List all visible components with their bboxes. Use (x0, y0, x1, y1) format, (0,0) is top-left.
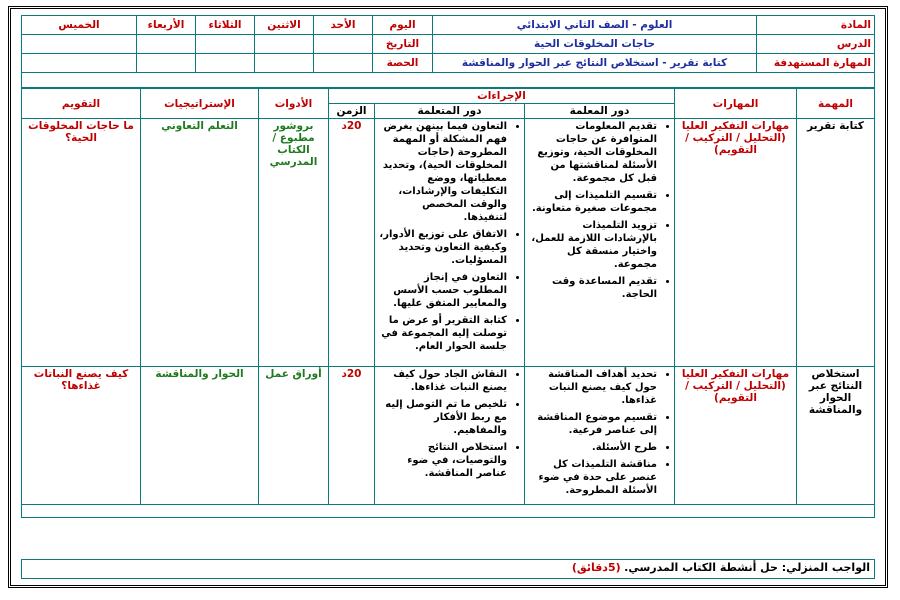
col-tools: الأدوات (259, 89, 329, 119)
list-item: • النقاش الجاد حول كيف يصنع النبات غذاءها. (378, 368, 507, 394)
row1-evaluation: ما حاجات المخلوقات الحية؟ (22, 119, 141, 367)
table-row (22, 119, 875, 367)
day-monday: الاثنين (255, 16, 314, 35)
row2-teacher (525, 367, 675, 505)
row2-task: استخلاص النتائج عبر الحوار والمناقشة (797, 367, 875, 505)
skill-label: المهارة المستهدفة (757, 54, 875, 73)
col-procedures: الإجراءات (329, 89, 675, 104)
col-evaluation: التقويم (22, 89, 141, 119)
row2-strategy: الحوار والمناقشة (141, 367, 259, 505)
row1-strategy: التعلم التعاوني (141, 119, 259, 367)
col-time: الزمن (329, 104, 375, 119)
row1-student (375, 119, 525, 367)
list-item: • التعاون في إنجاز المطلوب حسب الأسس والمعايير المتفق عليها. (378, 271, 507, 310)
col-student-role: دور المتعلمة (375, 104, 525, 119)
col-teacher-role: دور المعلمة (525, 104, 675, 119)
lesson-label: الدرس (757, 35, 875, 54)
list-item: • تزويد التلميذات بالإرشادات اللازمة للعمل، واختيار منسقة كل مجموعة. (528, 219, 657, 271)
row2-student (375, 367, 525, 505)
row2-tools: أوراق عمل (259, 367, 329, 505)
day-label: اليوم (373, 16, 433, 35)
row1-tools: بروشور مطبوع / الكتاب المدرسي (259, 119, 329, 367)
list-item: • تقديم المساعدة وقت الحاجة. (528, 275, 657, 301)
list-item: • مناقشة التلميذات كل عنصر على حدة في ضوء الأسئلة المطروحة. (528, 458, 657, 497)
col-strategies: الإستراتيجيات (141, 89, 259, 119)
table-row (22, 367, 875, 505)
list-item: • كتابة التقرير أو عرض ما توصلت إليه المجموعة في جلسة الحوار العام. (378, 314, 507, 353)
list-item: • التعاون فيما بينهن بغرض فهم المشكلة أو المهمة المطروحة (حاجات المخلوقات الحية)، وتحديد معطياتها، ووضع التكليفات والإرشادات، والوقت المخصص لتنفيذها. (378, 120, 507, 224)
row2-time: 20د (329, 367, 375, 505)
homework-row (21, 559, 875, 579)
period-label: الحصة (373, 54, 433, 73)
day-thursday: الخميس (22, 16, 137, 35)
row2-skills: مهارات التفكير العليا (التحليل / التركيب / التقويم) (675, 367, 797, 505)
homework-time: (5دقائق) (571, 561, 621, 574)
row1-task: كتابة تقرير (797, 119, 875, 367)
list-item: • الاتفاق على توزيع الأدوار، وكيفية التعاون وتحديد المسؤليات. (378, 228, 507, 267)
row2-evaluation: كيف يصنع النباتات غذاءها؟ (22, 367, 141, 505)
header-table (21, 15, 875, 88)
lesson-value: حاجات المخلوقات الحية (433, 35, 757, 54)
list-item: • تقسيم موضوع المناقشة إلى عناصر فرعية. (528, 411, 657, 437)
skill-value: كتابة تقرير - استخلاص النتائج عبر الحوار والمناقشة (433, 54, 757, 73)
col-task: المهمة (797, 89, 875, 119)
list-item: • تقديم المعلومات المتوافرة عن حاجات المخلوقات الحية، وتوزيع الأسئلة لمناقشتها من قبل كل مجموعة. (528, 120, 657, 185)
row1-skills: مهارات التفكير العليا (التحليل / التركيب / التقويم) (675, 119, 797, 367)
day-tuesday: الثلاثاء (196, 16, 255, 35)
lesson-plan-page (8, 6, 888, 588)
date-label: التاريخ (373, 35, 433, 54)
list-item: • تلخيص ما تم التوصل إليه مع ربط الأفكار والمفاهيم. (378, 398, 507, 437)
row1-time: 20د (329, 119, 375, 367)
subject-label: المادة (757, 16, 875, 35)
row1-teacher (525, 119, 675, 367)
homework-label: الواجب المنزلي: حل أنشطة الكتاب المدرسي. (624, 561, 870, 574)
day-wednesday: الأربعاء (137, 16, 196, 35)
procedures-table (21, 88, 875, 518)
list-item: • طرح الأسئلة. (528, 441, 657, 454)
subject-value: العلوم - الصف الثاني الابتدائي (433, 16, 757, 35)
list-item: • استخلاص النتائج والتوصيات، في ضوء عناصر المناقشة. (378, 441, 507, 480)
list-item: • تقسيم التلميذات إلى مجموعات صغيرة متعاونة. (528, 189, 657, 215)
col-skills: المهارات (675, 89, 797, 119)
day-sunday: الأحد (314, 16, 373, 35)
list-item: • تحديد أهداف المناقشة حول كيف يصنع النبات غذاءها. (528, 368, 657, 407)
